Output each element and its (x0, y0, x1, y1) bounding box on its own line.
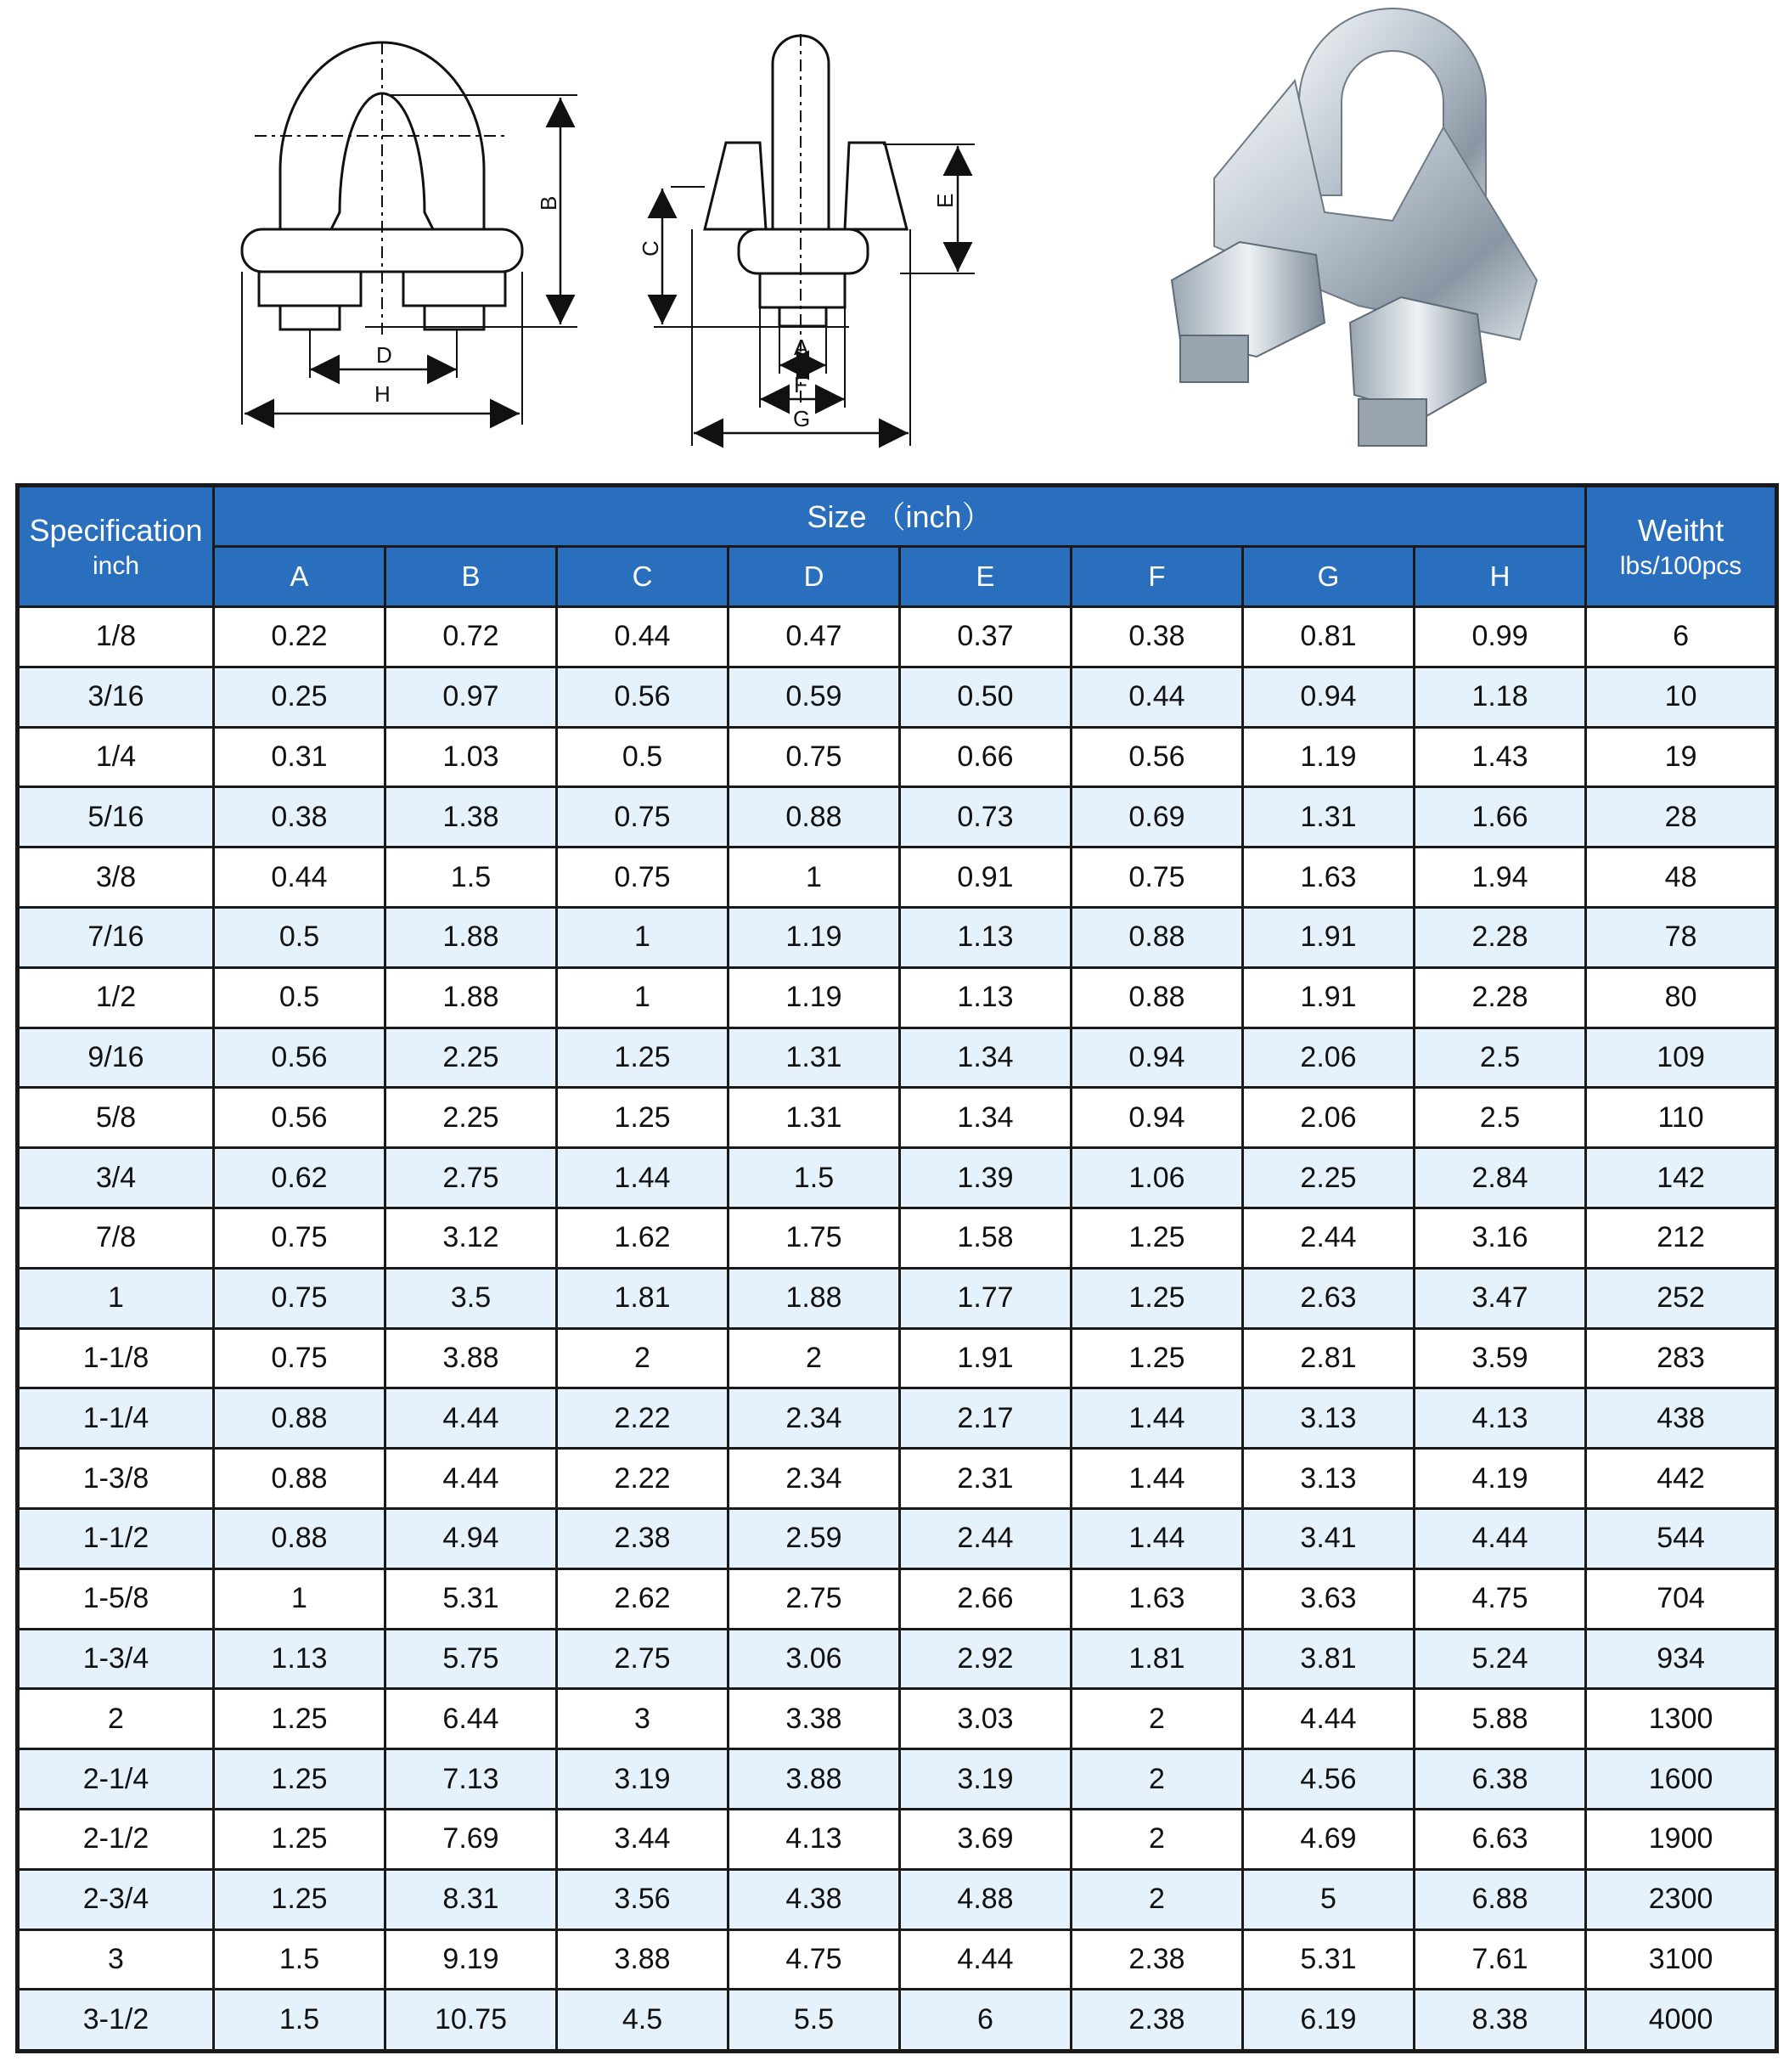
size-cell: 1.18 (1415, 667, 1586, 727)
table-row (18, 1629, 1777, 1689)
weight-cell: 2300 (1586, 1869, 1777, 1929)
size-header: Size （inch） (214, 486, 1586, 547)
weight-cell: 438 (1586, 1388, 1777, 1449)
spec-cell: 7/8 (18, 1208, 214, 1268)
size-cell: 0.88 (729, 787, 900, 847)
product-photo (1172, 8, 1537, 446)
weight-cell: 80 (1586, 967, 1777, 1028)
front-view-drawing (242, 42, 577, 425)
size-cell: 1 (729, 847, 900, 908)
size-cell: 4.44 (385, 1388, 557, 1449)
size-cell: 3.19 (557, 1749, 729, 1810)
size-cell: 6.44 (385, 1689, 557, 1749)
size-cell: 2.17 (900, 1388, 1072, 1449)
size-cell: 3.56 (557, 1869, 729, 1929)
weight-cell: 212 (1586, 1208, 1777, 1268)
size-cell: 4.44 (1415, 1508, 1586, 1568)
size-cell: 2.22 (557, 1449, 729, 1509)
table-row (18, 787, 1777, 847)
size-cell: 3.69 (900, 1809, 1072, 1869)
size-cell: 0.88 (214, 1508, 385, 1568)
size-cell: 9.19 (385, 1929, 557, 1990)
size-cell: 0.66 (900, 727, 1072, 787)
size-cell: 0.59 (729, 667, 900, 727)
size-cell: 4.75 (1415, 1568, 1586, 1629)
size-cell: 2.84 (1415, 1148, 1586, 1208)
size-cell: 3.13 (1243, 1449, 1415, 1509)
size-cell: 4.69 (1243, 1809, 1415, 1869)
weight-cell: 78 (1586, 907, 1777, 967)
weight-cell: 544 (1586, 1508, 1777, 1568)
size-cell: 3.88 (557, 1929, 729, 1990)
spec-cell: 3/8 (18, 847, 214, 908)
size-cell: 7.61 (1415, 1929, 1586, 1990)
size-cell: 1 (557, 967, 729, 1028)
size-cell: 0.44 (214, 847, 385, 908)
size-cell: 0.5 (557, 727, 729, 787)
size-cell: 1.44 (1072, 1388, 1243, 1449)
table-row (18, 1508, 1777, 1568)
size-cell: 1.31 (1243, 787, 1415, 847)
size-cell: 3.59 (1415, 1328, 1586, 1388)
weight-cell: 1600 (1586, 1749, 1777, 1810)
size-cell: 0.5 (214, 967, 385, 1028)
size-cell: 6.63 (1415, 1809, 1586, 1869)
size-cell: 1.5 (214, 1990, 385, 2052)
weight-cell: 109 (1586, 1028, 1777, 1088)
table-row (18, 1568, 1777, 1629)
table-row (18, 1148, 1777, 1208)
size-cell: 1.19 (729, 907, 900, 967)
table-row (18, 1990, 1777, 2052)
size-cell: 1 (557, 907, 729, 967)
size-cell: 3.63 (1243, 1568, 1415, 1629)
size-cell: 0.72 (385, 607, 557, 667)
table-row (18, 727, 1777, 787)
size-cell: 1.31 (729, 1088, 900, 1148)
size-cell: 4.56 (1243, 1749, 1415, 1810)
table-row (18, 1388, 1777, 1449)
column-header-a: A (214, 547, 385, 607)
spec-cell: 2-1/4 (18, 1749, 214, 1810)
spec-cell: 3 (18, 1929, 214, 1990)
dim-label-g: G (793, 406, 811, 431)
dim-label-b: B (536, 195, 561, 211)
size-cell: 1.19 (1243, 727, 1415, 787)
spec-cell: 1 (18, 1268, 214, 1328)
column-header-row (18, 547, 1777, 607)
size-cell: 1.58 (900, 1208, 1072, 1268)
dim-label-f: F (794, 372, 807, 397)
weight-cell: 3100 (1586, 1929, 1777, 1990)
size-cell: 5.75 (385, 1629, 557, 1689)
weight-cell: 28 (1586, 787, 1777, 847)
size-cell: 0.91 (900, 847, 1072, 908)
size-cell: 1.13 (900, 907, 1072, 967)
dim-label-d: D (376, 342, 392, 368)
size-cell: 2.44 (900, 1508, 1072, 1568)
size-cell: 0.97 (385, 667, 557, 727)
size-cell: 1.62 (557, 1208, 729, 1268)
size-cell: 1.25 (557, 1088, 729, 1148)
size-cell: 6.19 (1243, 1990, 1415, 2052)
size-cell: 0.75 (557, 847, 729, 908)
size-cell: 4.13 (729, 1809, 900, 1869)
size-cell: 0.22 (214, 607, 385, 667)
size-cell: 0.44 (557, 607, 729, 667)
size-cell: 3.47 (1415, 1268, 1586, 1328)
size-cell: 0.75 (214, 1328, 385, 1388)
spec-cell: 1/8 (18, 607, 214, 667)
column-header-c: C (557, 547, 729, 607)
size-cell: 0.88 (1072, 967, 1243, 1028)
size-cell: 1.81 (1072, 1629, 1243, 1689)
size-cell: 3.13 (1243, 1388, 1415, 1449)
size-cell: 4.94 (385, 1508, 557, 1568)
size-cell: 0.56 (557, 667, 729, 727)
size-cell: 4.38 (729, 1869, 900, 1929)
size-cell: 0.31 (214, 727, 385, 787)
size-cell: 2.44 (1243, 1208, 1415, 1268)
size-cell: 2.5 (1415, 1028, 1586, 1088)
size-cell: 2.75 (729, 1568, 900, 1629)
table-row (18, 1208, 1777, 1268)
size-cell: 7.69 (385, 1809, 557, 1869)
size-cell: 0.88 (214, 1388, 385, 1449)
size-cell: 0.94 (1243, 667, 1415, 727)
size-cell: 1.39 (900, 1148, 1072, 1208)
weight-cell: 10 (1586, 667, 1777, 727)
size-cell: 1.25 (214, 1749, 385, 1810)
size-cell: 0.88 (1072, 907, 1243, 967)
size-cell: 2.06 (1243, 1028, 1415, 1088)
specification-table (15, 483, 1779, 2053)
size-cell: 3.06 (729, 1629, 900, 1689)
table-row (18, 1328, 1777, 1388)
size-cell: 1.25 (557, 1028, 729, 1088)
size-cell: 0.47 (729, 607, 900, 667)
spec-cell: 7/16 (18, 907, 214, 967)
size-cell: 0.5 (214, 907, 385, 967)
size-cell: 2.92 (900, 1629, 1072, 1689)
size-cell: 1.25 (1072, 1268, 1243, 1328)
size-cell: 3 (557, 1689, 729, 1749)
size-cell: 2.5 (1415, 1088, 1586, 1148)
size-cell: 1.38 (385, 787, 557, 847)
size-cell: 2.28 (1415, 907, 1586, 967)
weight-cell: 1300 (1586, 1689, 1777, 1749)
size-cell: 1.25 (214, 1809, 385, 1869)
column-header-g: G (1243, 547, 1415, 607)
size-cell: 0.56 (214, 1088, 385, 1148)
table-row (18, 847, 1777, 908)
size-cell: 8.38 (1415, 1990, 1586, 2052)
size-cell: 0.38 (214, 787, 385, 847)
column-header-b: B (385, 547, 557, 607)
size-cell: 1.03 (385, 727, 557, 787)
size-cell: 2 (1072, 1869, 1243, 1929)
size-cell: 6.88 (1415, 1869, 1586, 1929)
size-cell: 3.41 (1243, 1508, 1415, 1568)
weight-cell: 110 (1586, 1088, 1777, 1148)
table-row (18, 1869, 1777, 1929)
weight-header-line1: Weitht (1637, 512, 1724, 548)
size-cell: 1.25 (1072, 1328, 1243, 1388)
spec-cell: 5/8 (18, 1088, 214, 1148)
spec-cell: 9/16 (18, 1028, 214, 1088)
size-cell: 1.66 (1415, 787, 1586, 847)
spec-cell: 1-1/4 (18, 1388, 214, 1449)
size-cell: 2 (1072, 1749, 1243, 1810)
dim-label-c: C (638, 240, 663, 256)
size-cell: 2.62 (557, 1568, 729, 1629)
size-cell: 0.56 (1072, 727, 1243, 787)
size-cell: 2.25 (1243, 1148, 1415, 1208)
size-cell: 2.38 (1072, 1929, 1243, 1990)
spec-cell: 2-1/2 (18, 1809, 214, 1869)
size-cell: 2.25 (385, 1028, 557, 1088)
table-row (18, 667, 1777, 727)
column-header-e: E (900, 547, 1072, 607)
size-cell: 6 (900, 1990, 1072, 2052)
size-cell: 2.25 (385, 1088, 557, 1148)
weight-cell: 704 (1586, 1568, 1777, 1629)
size-cell: 1.63 (1072, 1568, 1243, 1629)
size-cell: 2.75 (385, 1148, 557, 1208)
spec-header-line2: inch (92, 551, 140, 580)
size-cell: 3.5 (385, 1268, 557, 1328)
size-cell: 1.94 (1415, 847, 1586, 908)
spec-cell: 1-5/8 (18, 1568, 214, 1629)
size-cell: 1.43 (1415, 727, 1586, 787)
size-cell: 0.37 (900, 607, 1072, 667)
size-cell: 4.75 (729, 1929, 900, 1990)
size-cell: 5.88 (1415, 1689, 1586, 1749)
size-cell: 8.31 (385, 1869, 557, 1929)
column-header-d: D (729, 547, 900, 607)
size-cell: 1.91 (900, 1328, 1072, 1388)
size-cell: 2.38 (557, 1508, 729, 1568)
table-row (18, 1929, 1777, 1990)
size-cell: 0.38 (1072, 607, 1243, 667)
spec-cell: 2 (18, 1689, 214, 1749)
size-cell: 1.91 (1243, 907, 1415, 967)
size-cell: 2 (1072, 1689, 1243, 1749)
size-cell: 0.99 (1415, 607, 1586, 667)
size-cell: 5.24 (1415, 1629, 1586, 1689)
size-cell: 2.31 (900, 1449, 1072, 1509)
size-cell: 4.44 (1243, 1689, 1415, 1749)
table-row (18, 1028, 1777, 1088)
size-cell: 0.62 (214, 1148, 385, 1208)
size-cell: 1.63 (1243, 847, 1415, 908)
size-cell: 2.38 (1072, 1990, 1243, 2052)
size-cell: 1.31 (729, 1028, 900, 1088)
weight-cell: 1900 (1586, 1809, 1777, 1869)
spec-cell: 5/16 (18, 787, 214, 847)
size-cell: 3.38 (729, 1689, 900, 1749)
weight-cell: 442 (1586, 1449, 1777, 1509)
size-cell: 7.13 (385, 1749, 557, 1810)
size-cell: 3.81 (1243, 1629, 1415, 1689)
size-cell: 1.25 (214, 1689, 385, 1749)
table-row (18, 1449, 1777, 1509)
size-cell: 2.22 (557, 1388, 729, 1449)
spec-cell: 3/4 (18, 1148, 214, 1208)
size-cell: 2.28 (1415, 967, 1586, 1028)
size-cell: 0.81 (1243, 607, 1415, 667)
size-cell: 3.19 (900, 1749, 1072, 1810)
size-cell: 0.94 (1072, 1088, 1243, 1148)
size-cell: 3.12 (385, 1208, 557, 1268)
size-cell: 10.75 (385, 1990, 557, 2052)
size-cell: 4.88 (900, 1869, 1072, 1929)
dim-label-a: A (794, 335, 809, 360)
size-cell: 1.44 (1072, 1449, 1243, 1509)
size-cell: 0.25 (214, 667, 385, 727)
size-cell: 0.56 (214, 1028, 385, 1088)
size-cell: 1.88 (385, 967, 557, 1028)
spec-cell: 1/2 (18, 967, 214, 1028)
side-view-drawing (654, 34, 975, 446)
size-cell: 2 (729, 1328, 900, 1388)
spec-cell: 3/16 (18, 667, 214, 727)
table-header-row (18, 486, 1777, 547)
size-cell: 0.88 (214, 1449, 385, 1509)
size-cell: 2.34 (729, 1449, 900, 1509)
size-cell: 1.88 (385, 907, 557, 967)
table-row (18, 1088, 1777, 1148)
table-body (18, 607, 1777, 2052)
table-row (18, 1689, 1777, 1749)
weight-cell: 48 (1586, 847, 1777, 908)
size-cell: 3.44 (557, 1809, 729, 1869)
size-cell: 0.73 (900, 787, 1072, 847)
column-header-h: H (1415, 547, 1586, 607)
dim-label-e: E (932, 193, 958, 208)
weight-cell: 283 (1586, 1328, 1777, 1388)
table-row (18, 607, 1777, 667)
table-row (18, 907, 1777, 967)
size-cell: 0.75 (557, 787, 729, 847)
weight-cell: 934 (1586, 1629, 1777, 1689)
weight-cell: 6 (1586, 607, 1777, 667)
spec-cell: 1-3/4 (18, 1629, 214, 1689)
size-cell: 2 (557, 1328, 729, 1388)
size-cell: 3.88 (729, 1749, 900, 1810)
size-cell: 0.75 (214, 1208, 385, 1268)
size-cell: 1.81 (557, 1268, 729, 1328)
spec-cell: 3-1/2 (18, 1990, 214, 2052)
weight-header (1586, 486, 1777, 607)
size-cell: 5.31 (1243, 1929, 1415, 1990)
size-cell: 2.81 (1243, 1328, 1415, 1388)
size-cell: 1.5 (729, 1148, 900, 1208)
size-cell: 0.75 (729, 727, 900, 787)
column-header-f: F (1072, 547, 1243, 607)
size-cell: 0.75 (1072, 847, 1243, 908)
size-cell: 4.13 (1415, 1388, 1586, 1449)
size-cell: 1.13 (900, 967, 1072, 1028)
spec-header-line1: Specification (29, 512, 203, 548)
size-cell: 1.5 (214, 1929, 385, 1990)
size-cell: 1.44 (1072, 1508, 1243, 1568)
size-cell: 0.44 (1072, 667, 1243, 727)
size-cell: 3.16 (1415, 1208, 1586, 1268)
weight-cell: 142 (1586, 1148, 1777, 1208)
technical-drawings (0, 0, 1789, 476)
size-cell: 2.06 (1243, 1088, 1415, 1148)
size-cell: 1.77 (900, 1268, 1072, 1328)
size-cell: 2.63 (1243, 1268, 1415, 1328)
size-cell: 1.5 (385, 847, 557, 908)
size-cell: 1.91 (1243, 967, 1415, 1028)
size-cell: 2.75 (557, 1629, 729, 1689)
size-cell: 1 (214, 1568, 385, 1629)
size-cell: 0.94 (1072, 1028, 1243, 1088)
dim-label-h: H (374, 381, 391, 407)
table-row (18, 1268, 1777, 1328)
spec-header (18, 486, 214, 607)
size-cell: 3.03 (900, 1689, 1072, 1749)
size-cell: 5.5 (729, 1990, 900, 2052)
size-cell: 1.34 (900, 1028, 1072, 1088)
size-cell: 0.69 (1072, 787, 1243, 847)
size-cell: 2.66 (900, 1568, 1072, 1629)
spec-cell: 1-3/8 (18, 1449, 214, 1509)
size-cell: 1.75 (729, 1208, 900, 1268)
size-cell: 3.88 (385, 1328, 557, 1388)
size-cell: 1.88 (729, 1268, 900, 1328)
size-cell: 2.34 (729, 1388, 900, 1449)
size-cell: 1.25 (1072, 1208, 1243, 1268)
table-row (18, 1749, 1777, 1810)
size-cell: 5.31 (385, 1568, 557, 1629)
size-cell: 5 (1243, 1869, 1415, 1929)
weight-cell: 252 (1586, 1268, 1777, 1328)
size-cell: 1.06 (1072, 1148, 1243, 1208)
size-cell: 1.34 (900, 1088, 1072, 1148)
size-cell: 4.5 (557, 1990, 729, 2052)
spec-cell: 1/4 (18, 727, 214, 787)
table-row (18, 1809, 1777, 1869)
size-cell: 1.44 (557, 1148, 729, 1208)
weight-header-line2: lbs/100pcs (1619, 551, 1742, 580)
size-cell: 4.44 (900, 1929, 1072, 1990)
size-cell: 1.19 (729, 967, 900, 1028)
size-cell: 2 (1072, 1809, 1243, 1869)
table-row (18, 967, 1777, 1028)
spec-cell: 1-1/2 (18, 1508, 214, 1568)
weight-cell: 4000 (1586, 1990, 1777, 2052)
spec-cell: 1-1/8 (18, 1328, 214, 1388)
size-cell: 1.13 (214, 1629, 385, 1689)
spec-cell: 2-3/4 (18, 1869, 214, 1929)
weight-cell: 19 (1586, 727, 1777, 787)
size-cell: 6.38 (1415, 1749, 1586, 1810)
size-cell: 4.44 (385, 1449, 557, 1509)
size-cell: 1.25 (214, 1869, 385, 1929)
size-cell: 0.75 (214, 1268, 385, 1328)
size-cell: 2.59 (729, 1508, 900, 1568)
size-cell: 4.19 (1415, 1449, 1586, 1509)
size-cell: 0.50 (900, 667, 1072, 727)
